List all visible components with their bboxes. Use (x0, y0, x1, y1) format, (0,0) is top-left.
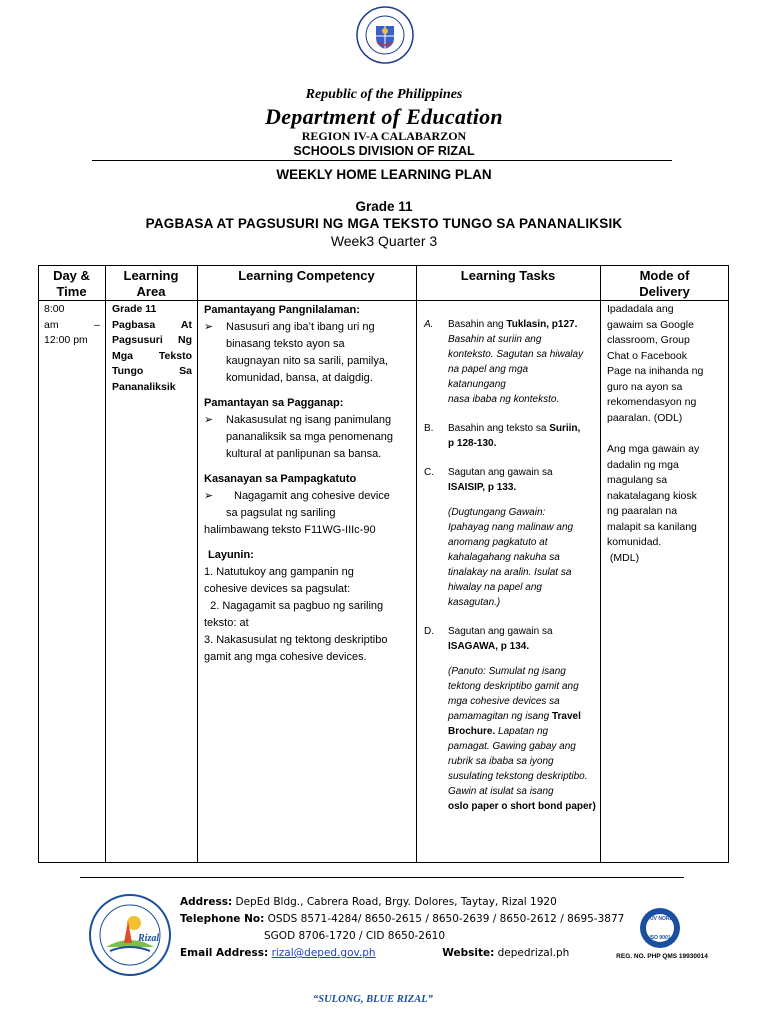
tasks-cell: A. Basahin ang Tuklasin, p127. Basahin at suriin ang konteksto. Sagutan sa hiwalay na papel ang mga katanungang nasa ibaba ng konteksto. B. Basahin ang teksto sa Suriin, p 128-130. C. Sagutan ang gawain sa ISAISIP, p 133. (Dugtungang Gawain: Ipahayag nang malinaw ang anomang pagkatuto at kahalagahang nakuha sa tinalakay na aralin. Isulat sa hiwalay na papel ang kasagutan.) D. Sagutan ang gawain sa ISAGAWA, p 134. (Panuto: Sumulat ng isang tektong deskriptibo gamit ang mga cohesive devices sa pamamagitan ng isang Travel Brochure. Lapatan ng pamagat. Gawing gabay ang rubrik sa ibaba sa iyong susulating tekstong deskriptibo. Gawin at isulat sa isang oslo paper o short bond paper) (424, 319, 596, 812)
slogan: “SULONG, BLUE RIZAL” (313, 994, 433, 1005)
tuv-iso-badge-icon (630, 906, 690, 950)
rizal-division-logo-icon (88, 893, 172, 977)
day-time-cell: 8:00 am – 12:00 pm (44, 303, 100, 346)
arrow-bullet-icon: ➢ (204, 321, 214, 333)
competency-heading: Layunin: (208, 549, 254, 561)
department-title: Department of Education (265, 104, 503, 129)
republic-line: Republic of the Philippines (305, 87, 463, 102)
footer-divider (80, 877, 684, 878)
subject-line: PAGBASA AT PAGSUSURI NG MGA TEKSTO TUNGO SA PANANALIKSIK (145, 216, 623, 231)
plan-title: WEEKLY HOME LEARNING PLAN (276, 167, 492, 182)
column-divider (197, 265, 198, 863)
competency-cell: Pamantayang Pangnilalaman: ➢ Nasusuri ang iba’t ibang uri ng binasang teksto ayon sa kaugnayan nito sa sarili, pamilya, komunidad, bansa, at daigdig. Pamantayan sa Pagganap: ➢ Nakasusulat ng isang panimulang pananaliksik sa mga penomenang kultural at panlipunan sa bansa. Kasanayan sa Pampagkatuto ➢ Nagagamit ang cohesive device sa pagsulat ng sariling halimbawang teksto F11WG-IIIc-90 Layunin: 1. Natutukoy ang gampanin ng cohesive devices sa pagsulat: 2. Nagagamit sa pagbuo ng sariling teksto: at 3. Nakasusulat ng tektong deskriptibo gamit ang mga cohesive devices. (204, 302, 411, 666)
column-divider (416, 265, 417, 863)
registration-number: REG. NO. PHP QMS 19930014 (616, 953, 708, 960)
competency-heading: Pamantayan sa Pagganap: (204, 397, 344, 409)
header-day-time: Day & Time (53, 268, 90, 299)
week-quarter: Week3 Quarter 3 (330, 233, 438, 249)
competency-heading: Pamantayang Pangnilalaman: (204, 304, 360, 316)
arrow-bullet-icon: ➢ (204, 490, 214, 502)
header-row-divider (38, 300, 729, 301)
learning-area-cell: Grade 11 Pagbasa At Pagsusuri Ng Mga Teksto Tungo Sa Pananaliksik (112, 303, 192, 393)
competency-heading: Kasanayan sa Pampagkatuto (204, 473, 357, 485)
division-line: SCHOOLS DIVISION OF RIZAL (293, 144, 475, 158)
column-divider (105, 265, 106, 863)
deped-seal-icon (356, 6, 414, 64)
email-link[interactable]: rizal@deped.gov.ph (271, 947, 376, 959)
footer-contact: Address: DepEd Bldg., Cabrera Road, Brgy. Dolores, Taytay, Rizal 1920 Telephone No: OSDS 8571-4284/ 8650-2615 / 8650-2639 / 8650-2612 / 8695-3877 SGOD 8706-1720 / CID 8650-2610 Email Address: rizal@deped.gov.ph Website: depedrizal.ph (180, 896, 625, 959)
arrow-bullet-icon: ➢ (204, 414, 214, 426)
header-learning-area: Learning Area (123, 268, 179, 299)
header-learning-tasks: Learning Tasks (460, 268, 556, 283)
mode-of-delivery-cell: Ipadadala ang gawaim sa Google classroom, Group Chat o Facebook Page na inihanda ng guro na ayon sa rekomendasyon ng paaralan. (ODL) Ang mga gawain ay dadalin ng mga magulang sa nakatalagang kiosk ng paaralan na malapit sa kanilang komunidad. (MDL) (607, 303, 704, 564)
region-line: REGION IV-A CALABARZON (301, 129, 467, 143)
svg-text:Rizal: Rizal (138, 933, 160, 944)
header-mode-of-delivery: Mode of Delivery (639, 268, 690, 299)
website-link[interactable]: depedrizal.ph (497, 947, 570, 959)
header-divider (92, 160, 672, 161)
grade-line: Grade 11 (355, 199, 413, 214)
column-divider (600, 265, 601, 863)
svg-text:ISO 9001: ISO 9001 (649, 935, 671, 941)
header-learning-competency: Learning Competency (238, 268, 375, 283)
svg-text:TUV NORD: TUV NORD (646, 916, 674, 922)
